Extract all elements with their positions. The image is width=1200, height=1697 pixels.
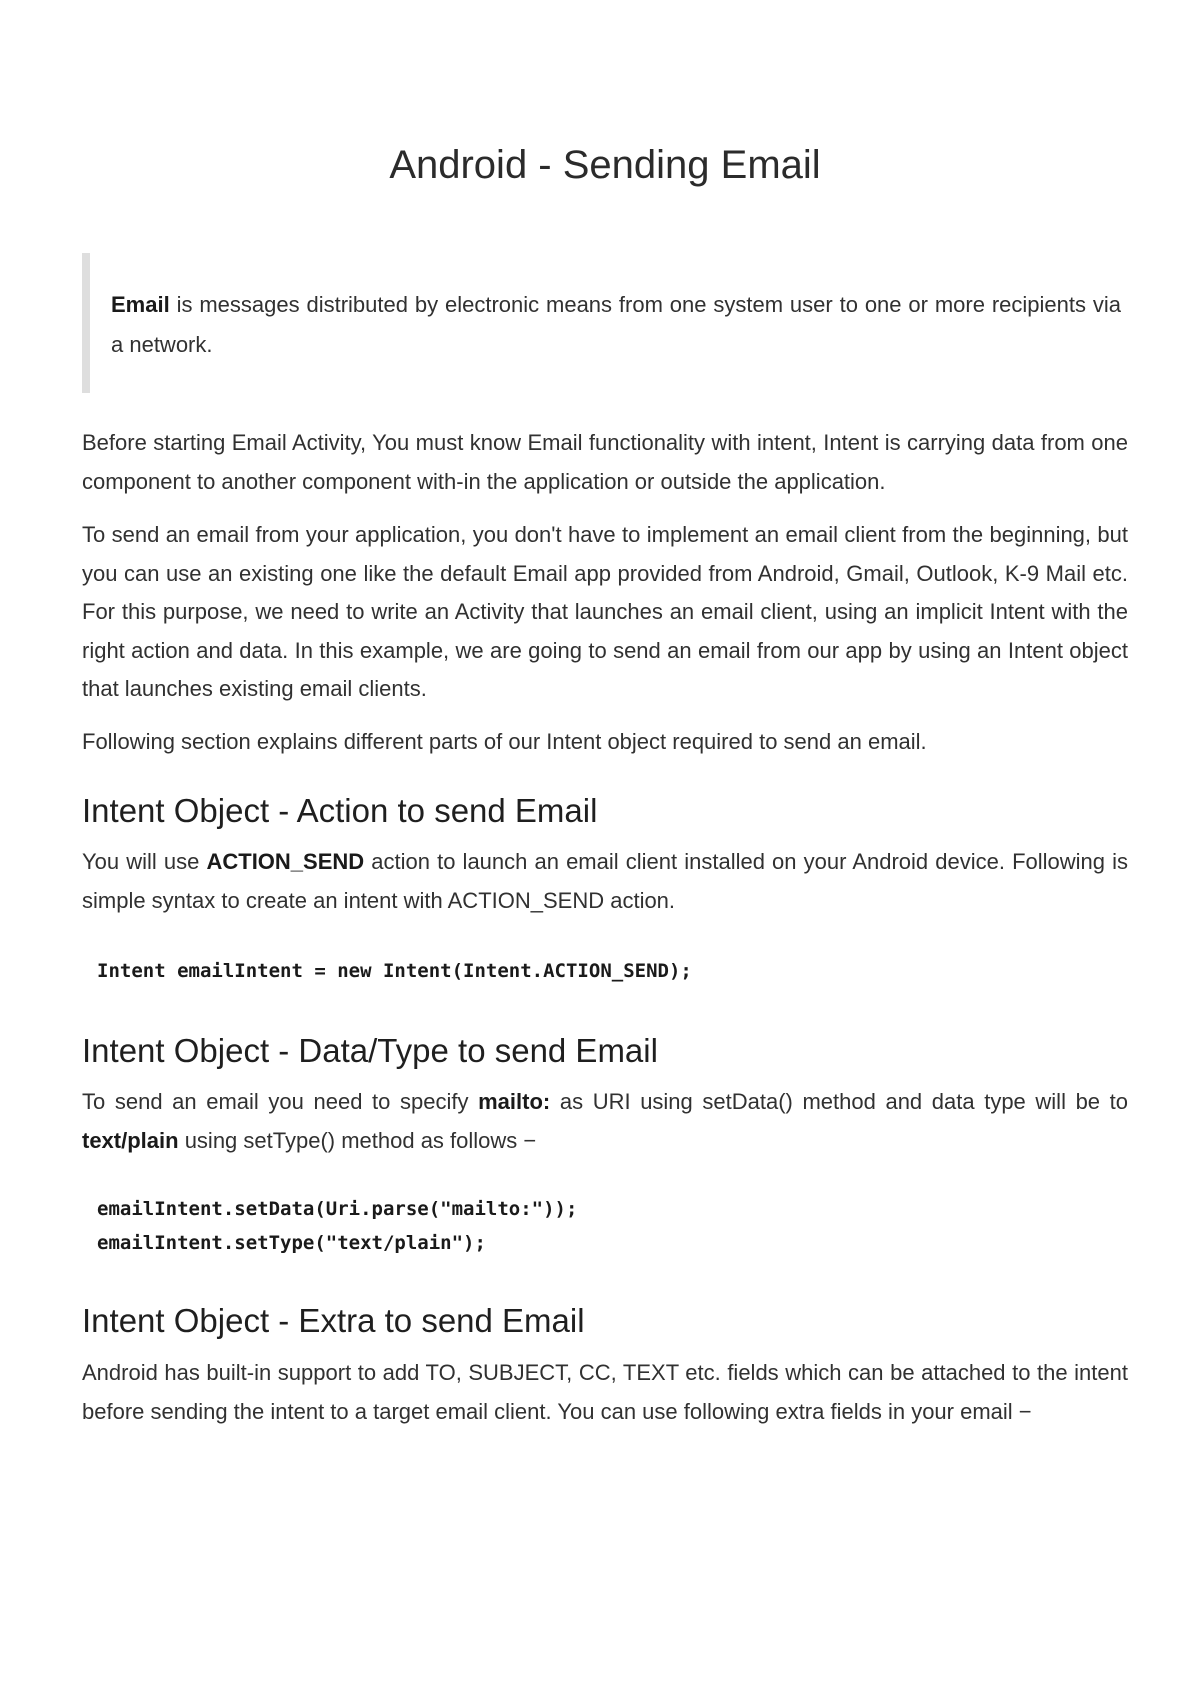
- page-title: Android - Sending Email: [389, 143, 821, 187]
- code-block-action: Intent emailIntent = new Intent(Intent.ACTION_SEND);: [97, 960, 692, 982]
- code-line: emailIntent.setType("text/plain");: [97, 1232, 486, 1254]
- text-fragment: You will use: [82, 849, 207, 874]
- definition-body: is messages distributed by electronic means from one system user to one or more recipients via a network.: [111, 292, 1121, 357]
- section-heading-extra: Intent Object - Extra to send Email: [82, 1302, 585, 1339]
- text-fragment: To send an email you need to specify: [82, 1089, 479, 1114]
- definition-term: Email: [111, 292, 170, 317]
- section-data-type-text: [82, 1083, 1128, 1160]
- definition-text: [111, 285, 1121, 365]
- code-line: emailIntent.setData(Uri.parse("mailto:"));: [97, 1198, 578, 1220]
- code-block-data-type: [97, 1192, 1117, 1260]
- definition-blockquote: [82, 253, 1128, 393]
- section-extra-text: Android has built-in support to add TO, SUBJECT, CC, TEXT etc. fields which can be attached to the intent before sending the intent to a target email client. You can use following extra fields in your email −: [82, 1360, 1128, 1424]
- section-action-text: [82, 843, 1128, 920]
- section-heading-data-type: Intent Object - Data/Type to send Email: [82, 1032, 658, 1069]
- text-fragment: action to launch an email client installed on your Android device. Following is simple syntax to create an intent with ACTION_SEND action.: [82, 849, 1129, 913]
- text-plain-term: text/plain: [82, 1127, 179, 1153]
- text-fragment: as URI using setData() method and data type will be to: [550, 1089, 1128, 1114]
- intro-paragraph-3: Following section explains different parts of our Intent object required to send an email.: [82, 729, 927, 754]
- intro-paragraph-1: Before starting Email Activity, You must know Email functionality with intent, Intent is carrying data from one component to another component with-in the application or outside the application.: [82, 430, 1128, 494]
- intro-paragraph-2: To send an email from your application, you don't have to implement an email client from the beginning, but you can use an existing one like the default Email app provided from Android, Gmail, Outlook, K-9 Mail etc. For this purpose, we need to write an Activity that launches an email client, using an implicit Intent with the right action and data. In this example, we are going to send an email from our app by using an Intent object that launches existing email clients.: [82, 522, 1128, 701]
- action-send-term: ACTION_SEND: [206, 849, 365, 874]
- text-fragment: using setType() method as follows −: [178, 1127, 537, 1153]
- mailto-term: mailto:: [478, 1089, 551, 1114]
- section-heading-action: Intent Object - Action to send Email: [82, 792, 598, 829]
